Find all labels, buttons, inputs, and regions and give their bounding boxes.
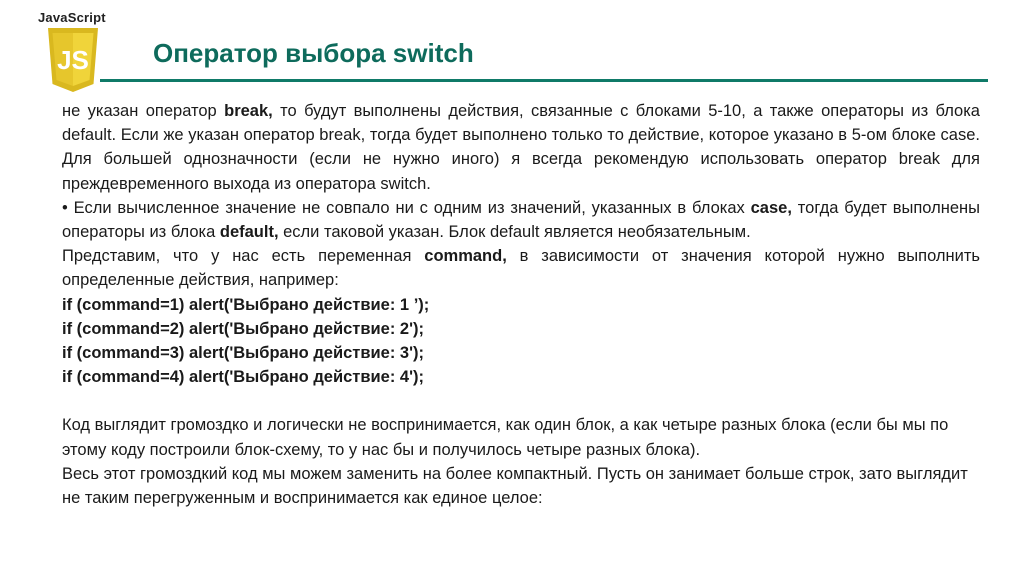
logo-text: JS xyxy=(57,45,89,75)
keyword-command: command, xyxy=(424,247,507,266)
code-line: if (command=1) alert('Выбрано действие: 1 ’); xyxy=(62,295,430,314)
paragraph-break-explanation xyxy=(62,99,980,196)
paragraph-default-block xyxy=(62,196,980,244)
keyword-break: break, xyxy=(224,102,273,120)
keyword-case: case, xyxy=(750,198,792,217)
code-line: if (command=4) alert('Выбрано действие: 4'); xyxy=(62,368,425,387)
text-span: в зависимости от значения которой нужно выполнить определенные действия, например: xyxy=(62,247,980,290)
slide-content xyxy=(62,99,980,510)
text-span: тогда будет выполнены операторы из блока xyxy=(62,198,981,242)
title-divider xyxy=(100,79,988,82)
paragraph-compact-code: Весь этот громоздкий код мы можем заменить на более компактный. Пусть он занимает больше строк, зато выглядит не таким перегруженным и воспринимается как единое целое: xyxy=(62,464,968,508)
spacer xyxy=(62,389,980,413)
brand-label: JavaScript xyxy=(38,10,106,25)
code-line: if (command=2) alert('Выбрано действие: 2'); xyxy=(62,319,425,338)
text-span: • Если вычисленное значение не совпало ни с одним из значений, указанных в блоках xyxy=(62,198,751,217)
text-span: не указан оператор xyxy=(62,102,225,120)
text-span: то будут выполнены действия, связанные с блоками 5-10, а также операторы из блока default. Если же указан оператор break, тогда будет выполнено только то действие, которое указано в 5-ом блоке case. Для большей однозначности (если не нужно иного) я всегда рекомендую использовать оператор break для преждевременного выхода из оператора switch. xyxy=(62,102,980,193)
keyword-default: default, xyxy=(219,223,279,242)
javascript-logo-icon xyxy=(46,28,100,92)
page-title: Оператор выбора switch xyxy=(153,38,474,68)
text-span: если таковой указан. Блок default является необязательным. xyxy=(278,223,751,242)
paragraph-bulky-code: Код выглядит громоздко и логически не воспринимается, как один блок, а как четыре разных блока (если бы мы по этому коду построили блок-схему, то у нас бы и получилось четыре разных блока). xyxy=(62,416,949,459)
code-line: if (command=3) alert('Выбрано действие: 3'); xyxy=(62,344,425,363)
text-span: Представим, что у нас есть переменная xyxy=(62,247,425,266)
paragraph-command-variable xyxy=(62,244,980,292)
